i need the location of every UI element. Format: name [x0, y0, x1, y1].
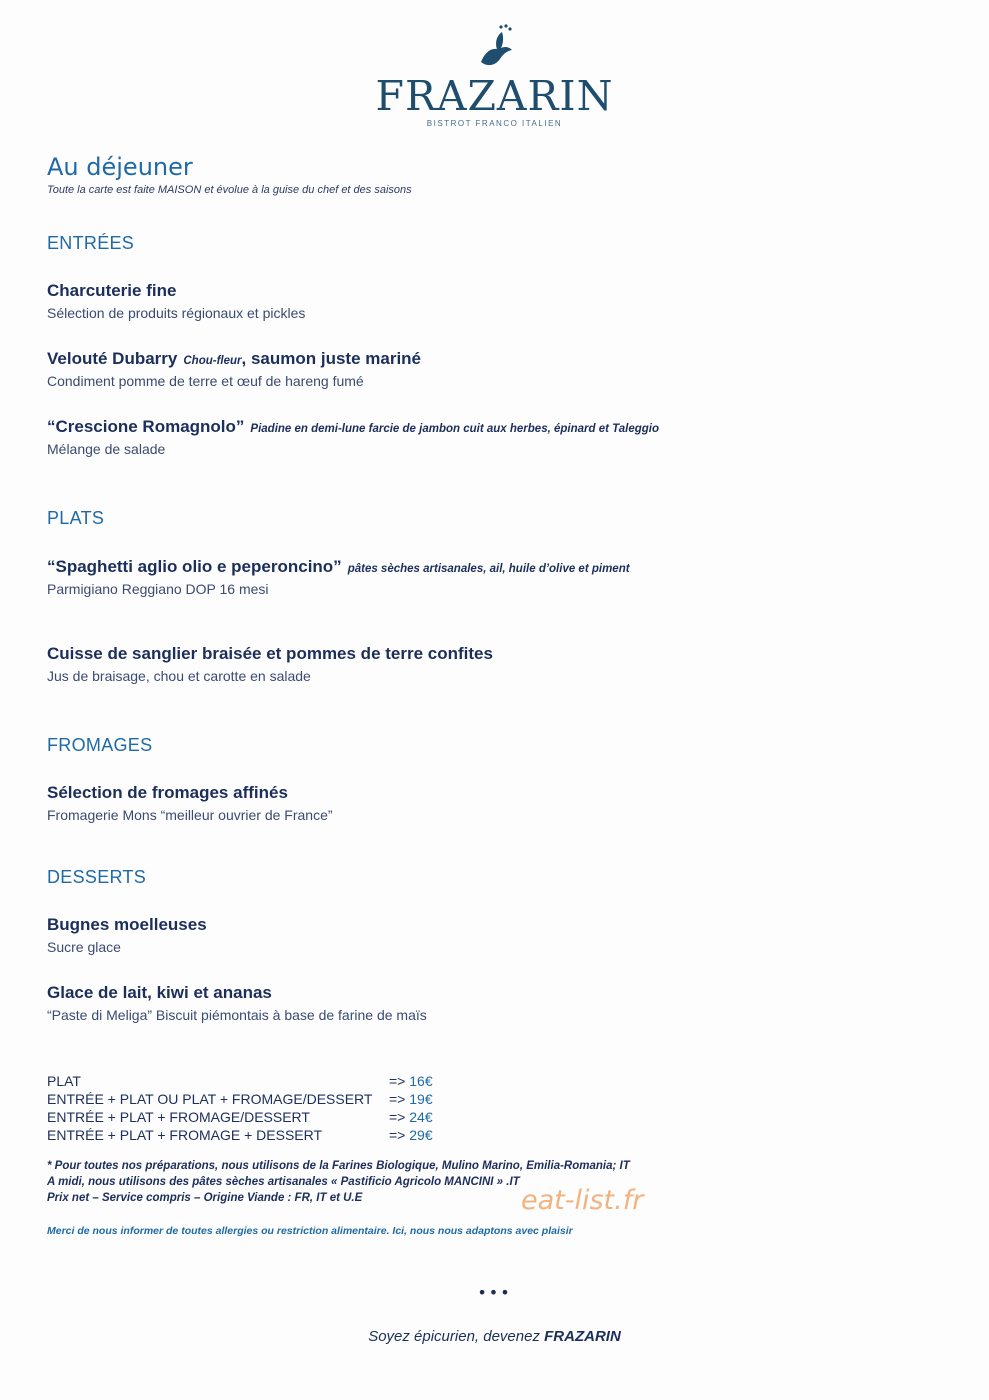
dish-description: Mélange de salade	[47, 441, 166, 457]
formula-label: ENTRÉE + PLAT + FROMAGE/DESSERT	[47, 1109, 310, 1125]
closing-text: Soyez épicurien, devenez	[368, 1328, 545, 1345]
section-entrees-title: ENTRÉES	[47, 233, 135, 253]
formula-row	[47, 1090, 433, 1108]
watermark: eat-list.fr	[521, 1185, 644, 1216]
formula-label: ENTRÉE + PLAT OU PLAT + FROMAGE/DESSERT	[47, 1091, 373, 1107]
formula-price: 24€	[409, 1109, 433, 1125]
dish-description: “Paste di Meliga” Biscuit piémontais à base de farine de maïs	[47, 1007, 427, 1023]
menu-tagline: Toute la carte est faite MAISON et évolue à la guise du chef et des saisons	[47, 184, 412, 196]
formula-label: PLAT	[47, 1073, 81, 1089]
dish-description: Condiment pomme de terre et œuf de hareng fumé	[47, 373, 364, 389]
dish-title-suffix: , saumon juste mariné	[241, 349, 422, 368]
formula-arrow: =>	[389, 1091, 406, 1107]
formula-price: 29€	[409, 1127, 433, 1143]
brand-subtitle: BISTROT FRANCO ITALIEN	[426, 119, 563, 128]
dish-name	[47, 783, 288, 803]
footnote-flour: * Pour toutes nos préparations, nous utilisons de la Farines Biologique, Mulino Marino, Emilia-Romania; IT	[47, 1160, 630, 1172]
separator-dots: •••	[477, 1283, 512, 1302]
dish-description: Sucre glace	[47, 939, 121, 955]
dish-name	[47, 417, 659, 437]
dish-name	[47, 349, 421, 369]
menu-title: Au déjeuner	[47, 153, 193, 181]
dish-note: pâtes sèches artisanales, ail, huile d’olive et piment	[347, 563, 630, 575]
dish-note: Piadine en demi-lune farcie de jambon cuit aux herbes, épinard et Taleggio	[250, 423, 659, 435]
dish-name	[47, 281, 176, 301]
formula-arrow: =>	[389, 1073, 406, 1089]
dish-description: Fromagerie Mons “meilleur ouvrier de France”	[47, 807, 333, 823]
dish-name	[47, 644, 493, 664]
dish-description: Jus de braisage, chou et carotte en salade	[47, 668, 311, 684]
dish-name	[47, 557, 630, 577]
allergy-note: Merci de nous informer de toutes allergies ou restriction alimentaire. Ici, nous nous adaptons avec plaisir	[47, 1225, 573, 1237]
dish-name	[47, 915, 207, 935]
section-desserts-title: DESSERTS	[47, 867, 147, 887]
dish-title: Sélection de fromages affinés	[47, 783, 288, 802]
formula-row	[47, 1126, 433, 1144]
formula-row	[47, 1072, 433, 1090]
dish-title: “Crescione Romagnolo”	[47, 417, 245, 436]
formula-price: 16€	[409, 1073, 433, 1089]
dish-note: Chou-fleur	[183, 355, 242, 367]
dish-title: Bugnes moelleuses	[47, 915, 207, 934]
section-plats-title: PLATS	[47, 508, 105, 528]
section-fromages-title: FROMAGES	[47, 735, 153, 755]
formula-row	[47, 1108, 433, 1126]
dish-description: Sélection de produits régionaux et pickles	[47, 305, 306, 321]
dish-title: “Spaghetti aglio olio e peperoncino”	[47, 557, 342, 576]
dish-title: Charcuterie fine	[47, 281, 177, 300]
formula-arrow: =>	[389, 1109, 406, 1125]
dish-title: Cuisse de sanglier braisée et pommes de terre confites	[47, 644, 493, 663]
dove-icon	[471, 22, 519, 72]
closing-brand: FRAZARIN	[544, 1328, 621, 1345]
formula-arrow: =>	[389, 1127, 406, 1143]
footnote-prices: Prix net – Service compris – Origine Viande : FR, IT et U.E	[47, 1192, 363, 1204]
dish-title: Glace de lait, kiwi et ananas	[47, 983, 272, 1002]
dish-title: Velouté Dubarry	[47, 349, 178, 368]
dish-description: Parmigiano Reggiano DOP 16 mesi	[47, 581, 269, 597]
brand-logo	[0, 22, 989, 128]
formula-price: 19€	[409, 1091, 433, 1107]
formula-label: ENTRÉE + PLAT + FROMAGE + DESSERT	[47, 1127, 323, 1143]
brand-name: FRAZARIN	[375, 72, 614, 120]
closing-line	[0, 1328, 989, 1345]
price-formulas	[47, 1072, 433, 1144]
footnote-pasta: A midi, nous utilisons des pâtes sèches artisanales « Pastificio Agricolo MANCINI » .IT	[47, 1176, 520, 1188]
dish-name	[47, 983, 272, 1003]
